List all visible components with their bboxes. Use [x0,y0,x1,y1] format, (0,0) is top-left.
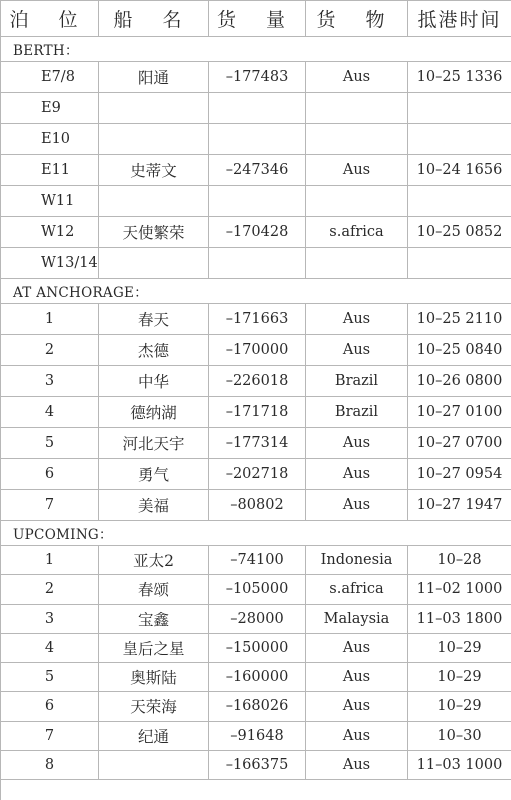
quantity-cell: –168026 [209,692,306,721]
cargo-cell: Aus [306,335,408,366]
berth-cell: E9 [1,93,99,124]
arrival-cell: 10–28 [408,546,511,575]
cargo-cell: Aus [306,634,408,663]
berth-cell: 2 [1,575,99,604]
cargo-cell [306,186,408,217]
berth-cell: W12 [1,217,99,248]
cargo-cell: Brazil [306,366,408,397]
vessel-cell [99,751,209,780]
quantity-cell [209,186,306,217]
arrival-cell: 10–27 1947 [408,490,511,521]
vessel-cell: 德纳湖 [99,397,209,428]
berth-cell: 3 [1,366,99,397]
berth-cell: 4 [1,634,99,663]
quantity-cell: –166375 [209,751,306,780]
arrival-cell: 10–29 [408,634,511,663]
arrival-cell: 10–25 1336 [408,62,511,93]
cargo-cell: Aus [306,304,408,335]
cargo-cell: Aus [306,459,408,490]
quantity-cell [209,124,306,155]
cargo-cell [306,248,408,279]
cargo-cell: Brazil [306,397,408,428]
arrival-cell: 10–25 0852 [408,217,511,248]
vessel-cell: 春天 [99,304,209,335]
arrival-cell [408,248,511,279]
berth-cell: E11 [1,155,99,186]
berth-cell: 8 [1,751,99,780]
berth-cell: W11 [1,186,99,217]
arrival-cell: 10–25 0840 [408,335,511,366]
arrival-cell: 10–29 [408,663,511,692]
vessel-cell [99,248,209,279]
arrival-cell [408,124,511,155]
arrival-cell: 11–03 1800 [408,605,511,634]
berth-cell: 5 [1,663,99,692]
vessel-cell: 宝鑫 [99,605,209,634]
arrival-cell: 10–25 2110 [408,304,511,335]
vessel-cell [99,186,209,217]
quantity-cell: –28000 [209,605,306,634]
arrival-cell [408,93,511,124]
quantity-cell: –105000 [209,575,306,604]
cargo-cell: Aus [306,722,408,751]
berth-cell: 5 [1,428,99,459]
vessel-cell: 亚太2 [99,546,209,575]
berth-cell: 7 [1,722,99,751]
cargo-cell: Aus [306,663,408,692]
cargo-cell [306,93,408,124]
header-vessel: 船 名 [99,0,209,37]
quantity-cell [209,93,306,124]
arrival-cell: 10–29 [408,692,511,721]
arrival-cell: 10–27 0700 [408,428,511,459]
arrival-cell: 11–02 1000 [408,575,511,604]
berth-cell: 1 [1,304,99,335]
cargo-cell: Aus [306,62,408,93]
arrival-cell: 10–30 [408,722,511,751]
quantity-cell: –170428 [209,217,306,248]
arrival-cell: 10–27 0100 [408,397,511,428]
header-quantity: 货 量 [209,0,306,37]
vessel-cell: 阳通 [99,62,209,93]
berth-cell: 1 [1,546,99,575]
vessel-cell: 奥斯陆 [99,663,209,692]
section-title: UPCOMING： [1,521,511,546]
quantity-cell: –80802 [209,490,306,521]
quantity-cell: –150000 [209,634,306,663]
berth-cell: E10 [1,124,99,155]
quantity-cell [209,248,306,279]
header-berth: 泊 位 [1,0,99,37]
arrival-cell [408,186,511,217]
berth-cell: 4 [1,397,99,428]
vessel-cell [99,93,209,124]
vessel-cell: 史蒂文 [99,155,209,186]
header-arrival-time: 抵港时间 [408,0,511,37]
vessel-cell: 河北天宇 [99,428,209,459]
quantity-cell: –177314 [209,428,306,459]
vessel-cell: 皇后之星 [99,634,209,663]
section-title: AT ANCHORAGE： [1,279,511,304]
vessel-cell: 春颂 [99,575,209,604]
section-title: BERTH： [1,37,511,62]
quantity-cell: –74100 [209,546,306,575]
arrival-cell: 10–27 0954 [408,459,511,490]
vessel-cell: 中华 [99,366,209,397]
arrival-cell: 10–24 1656 [408,155,511,186]
quantity-cell: –226018 [209,366,306,397]
quantity-cell: –171663 [209,304,306,335]
quantity-cell: –91648 [209,722,306,751]
cargo-cell: Aus [306,155,408,186]
vessel-cell: 天使繁荣 [99,217,209,248]
berth-cell: W13/14 [1,248,99,279]
vessel-cell: 杰德 [99,335,209,366]
vessel-cell: 天荣海 [99,692,209,721]
cargo-cell: Aus [306,490,408,521]
cargo-cell: Aus [306,751,408,780]
quantity-cell: –177483 [209,62,306,93]
quantity-cell: –160000 [209,663,306,692]
arrival-cell: 11–03 1000 [408,751,511,780]
cargo-cell [306,124,408,155]
quantity-cell: –247346 [209,155,306,186]
quantity-cell: –171718 [209,397,306,428]
berth-cell: E7/8 [1,62,99,93]
cargo-cell: s.africa [306,575,408,604]
berth-cell: 7 [1,490,99,521]
berth-cell: 6 [1,459,99,490]
quantity-cell: –202718 [209,459,306,490]
berth-cell: 6 [1,692,99,721]
cargo-cell: Malaysia [306,605,408,634]
vessel-cell [99,124,209,155]
berth-cell: 2 [1,335,99,366]
cargo-cell: Indonesia [306,546,408,575]
berth-cell: 3 [1,605,99,634]
cargo-cell: Aus [306,428,408,459]
quantity-cell: –170000 [209,335,306,366]
cargo-cell: s.africa [306,217,408,248]
vessel-cell: 纪通 [99,722,209,751]
vessel-cell: 美福 [99,490,209,521]
vessel-cell: 勇气 [99,459,209,490]
header-cargo: 货 物 [306,0,408,37]
cargo-cell: Aus [306,692,408,721]
arrival-cell: 10–26 0800 [408,366,511,397]
